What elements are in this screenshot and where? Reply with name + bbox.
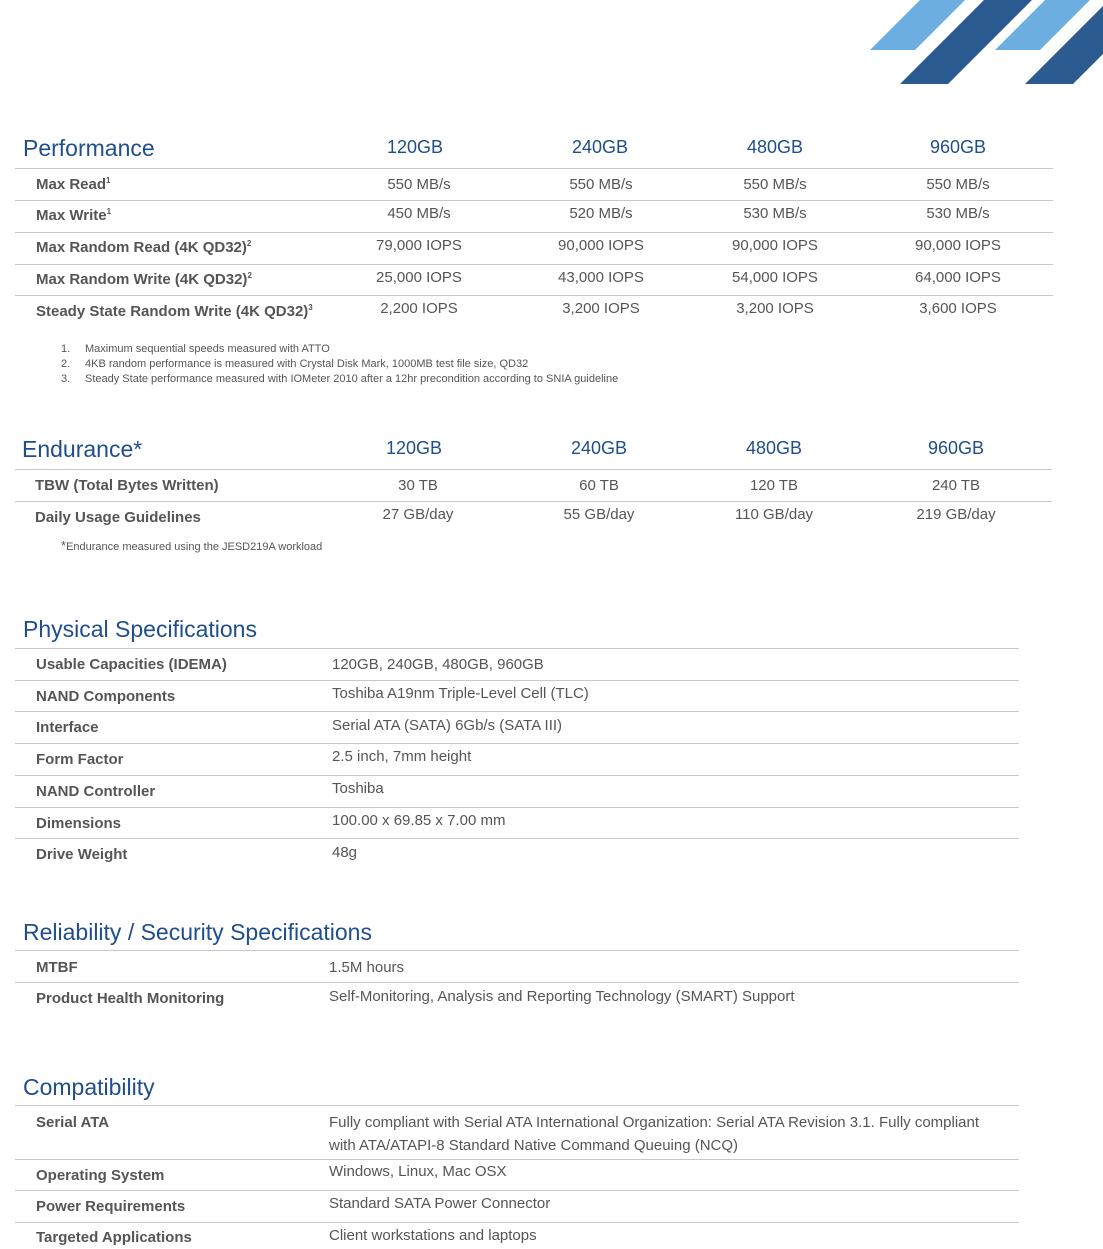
performance-cell: 2,200 IOPS bbox=[380, 300, 458, 317]
performance-cell: 530 MB/s bbox=[926, 205, 990, 222]
row-divider bbox=[15, 1222, 1019, 1223]
physical-row-value: 2.5 inch, 7mm height bbox=[332, 748, 472, 765]
performance-cell: 79,000 IOPS bbox=[376, 237, 462, 254]
row-divider bbox=[15, 711, 1019, 712]
reliability-title: Reliability / Security Specifications bbox=[23, 919, 372, 945]
compatibility-row-value: Client workstations and laptops bbox=[329, 1227, 537, 1244]
performance-cell: 64,000 IOPS bbox=[915, 269, 1001, 286]
performance-cell: 43,000 IOPS bbox=[558, 269, 644, 286]
row-divider bbox=[15, 1159, 1019, 1160]
row-divider bbox=[15, 807, 1019, 808]
physical-row-label: Drive Weight bbox=[36, 846, 128, 863]
performance-row-label: Max Random Read (4K QD32)$^2$ bbox=[36, 239, 252, 256]
performance-cell: 3,600 IOPS bbox=[919, 300, 997, 317]
endurance-col-480gb: 480GB bbox=[745, 438, 803, 458]
performance-cell: 3,200 IOPS bbox=[562, 300, 640, 317]
performance-cell: 54,000 IOPS bbox=[732, 269, 818, 286]
physical-row-value: 100.00 x 69.85 x 7.00 mm bbox=[332, 812, 506, 829]
header-stripes-decoration bbox=[0, 0, 1103, 90]
performance-row-label: Steady State Random Write (4K QD32)$^3$ bbox=[36, 303, 313, 320]
compatibility-row-value: Standard SATA Power Connector bbox=[329, 1195, 551, 1212]
row-divider bbox=[15, 680, 1019, 681]
physical-row-label: NAND Components bbox=[36, 688, 176, 705]
physical-row-label: Dimensions bbox=[36, 815, 122, 832]
physical-row-value: Serial ATA (SATA) 6Gb/s (SATA III) bbox=[332, 717, 563, 734]
performance-col-480gb: 480GB bbox=[746, 137, 804, 157]
endurance-cell: 240 TB bbox=[931, 477, 981, 494]
compatibility-header-rule bbox=[15, 1105, 1019, 1106]
performance-cell: 90,000 IOPS bbox=[558, 237, 644, 254]
performance-col-120gb: 120GB bbox=[386, 137, 444, 157]
row-divider bbox=[15, 264, 1053, 265]
row-divider bbox=[15, 501, 1052, 502]
reliability-row-value: Self-Monitoring, Analysis and Reporting Technology (SMART) Support bbox=[329, 988, 795, 1005]
endurance-cell: 55 GB/day bbox=[563, 506, 635, 523]
performance-row-label: Max Write$^1$ bbox=[36, 207, 112, 224]
performance-row-label: Max Random Write (4K QD32)$^2$ bbox=[36, 271, 252, 288]
reliability-row-label: MTBF bbox=[36, 959, 78, 976]
reliability-header-rule bbox=[15, 950, 1019, 951]
endurance-row-label: Daily Usage Guidelines bbox=[35, 509, 201, 526]
performance-col-240gb: 240GB bbox=[571, 137, 629, 157]
performance-footnote: 3. Steady State performance measured with IOMeter 2010 after a 12hr precondition according to SNIA guideline bbox=[61, 373, 619, 385]
performance-cell: 550 MB/s bbox=[926, 176, 990, 193]
performance-cell: 90,000 IOPS bbox=[915, 237, 1001, 254]
physical-row-value: 120GB, 240GB, 480GB, 960GB bbox=[332, 656, 544, 673]
endurance-title: Endurance* bbox=[22, 436, 143, 462]
physical-header-rule bbox=[15, 648, 1019, 649]
performance-col-960gb: 960GB bbox=[929, 137, 987, 157]
row-divider bbox=[15, 1190, 1019, 1191]
endurance-cell: 110 GB/day bbox=[734, 506, 814, 523]
row-divider bbox=[15, 775, 1019, 776]
performance-cell: 3,200 IOPS bbox=[736, 300, 814, 317]
reliability-row-value: 1.5M hours bbox=[329, 959, 405, 976]
physical-title: Physical Specifications bbox=[23, 616, 257, 642]
reliability-row-label: Product Health Monitoring bbox=[36, 990, 225, 1007]
performance-cell: 550 MB/s bbox=[743, 176, 807, 193]
endurance-cell: 27 GB/day bbox=[382, 506, 454, 523]
endurance-cell: 120 TB bbox=[749, 477, 799, 494]
performance-header-rule bbox=[15, 168, 1053, 169]
performance-footnote: 2. 4KB random performance is measured with Crystal Disk Mark, 1000MB test file size, QD32 bbox=[61, 358, 529, 370]
compatibility-row-label: Operating System bbox=[36, 1167, 165, 1184]
row-divider bbox=[15, 295, 1053, 296]
compatibility-row-label: Power Requirements bbox=[36, 1198, 186, 1215]
physical-row-label: Interface bbox=[36, 719, 99, 736]
compatibility-row-value: Fully compliant with Serial ATA International Organization: Serial ATA Revision 3.1. Fully compliant with ATA/ATAPI-8 Standard Native Command Queuing (NCQ) bbox=[329, 1114, 980, 1154]
performance-cell: 530 MB/s bbox=[743, 205, 807, 222]
row-divider bbox=[15, 838, 1019, 839]
endurance-col-240gb: 240GB bbox=[570, 438, 628, 458]
performance-footnote: 1. Maximum sequential speeds measured with ATTO bbox=[61, 343, 330, 355]
compatibility-row-label: Targeted Applications bbox=[36, 1229, 192, 1246]
compatibility-row-value: Windows, Linux, Mac OSX bbox=[329, 1163, 507, 1180]
row-divider bbox=[15, 232, 1053, 233]
performance-cell: 25,000 IOPS bbox=[376, 269, 462, 286]
row-divider bbox=[15, 743, 1019, 744]
endurance-col-120gb: 120GB bbox=[385, 438, 443, 458]
physical-row-value: Toshiba bbox=[332, 780, 384, 797]
endurance-cell: 219 GB/day bbox=[916, 506, 996, 523]
physical-row-label: Form Factor bbox=[36, 751, 124, 768]
performance-cell: 550 MB/s bbox=[569, 176, 633, 193]
compatibility-title: Compatibility bbox=[23, 1074, 155, 1100]
row-divider bbox=[15, 200, 1053, 201]
physical-row-label: NAND Controller bbox=[36, 783, 156, 800]
compatibility-row-label: Serial ATA bbox=[36, 1114, 110, 1131]
performance-cell: 550 MB/s bbox=[387, 176, 451, 193]
endurance-footnote: *Endurance measured using the JESD219A workload bbox=[61, 538, 323, 553]
performance-cell: 520 MB/s bbox=[569, 205, 633, 222]
performance-title: Performance bbox=[23, 135, 155, 161]
endurance-cell: 60 TB bbox=[579, 477, 619, 494]
endurance-col-960gb: 960GB bbox=[927, 438, 985, 458]
physical-row-value: Toshiba A19nm Triple-Level Cell (TLC) bbox=[332, 685, 589, 702]
row-divider bbox=[15, 982, 1019, 983]
performance-row-label: Max Read$^1$ bbox=[36, 176, 111, 193]
endurance-header-rule bbox=[15, 469, 1052, 470]
physical-row-label: Usable Capacities (IDEMA) bbox=[36, 656, 227, 673]
performance-cell: 90,000 IOPS bbox=[732, 237, 818, 254]
endurance-cell: 30 TB bbox=[398, 477, 438, 494]
physical-row-value: 48g bbox=[332, 844, 358, 861]
performance-cell: 450 MB/s bbox=[387, 205, 451, 222]
endurance-row-label: TBW (Total Bytes Written) bbox=[35, 477, 219, 494]
